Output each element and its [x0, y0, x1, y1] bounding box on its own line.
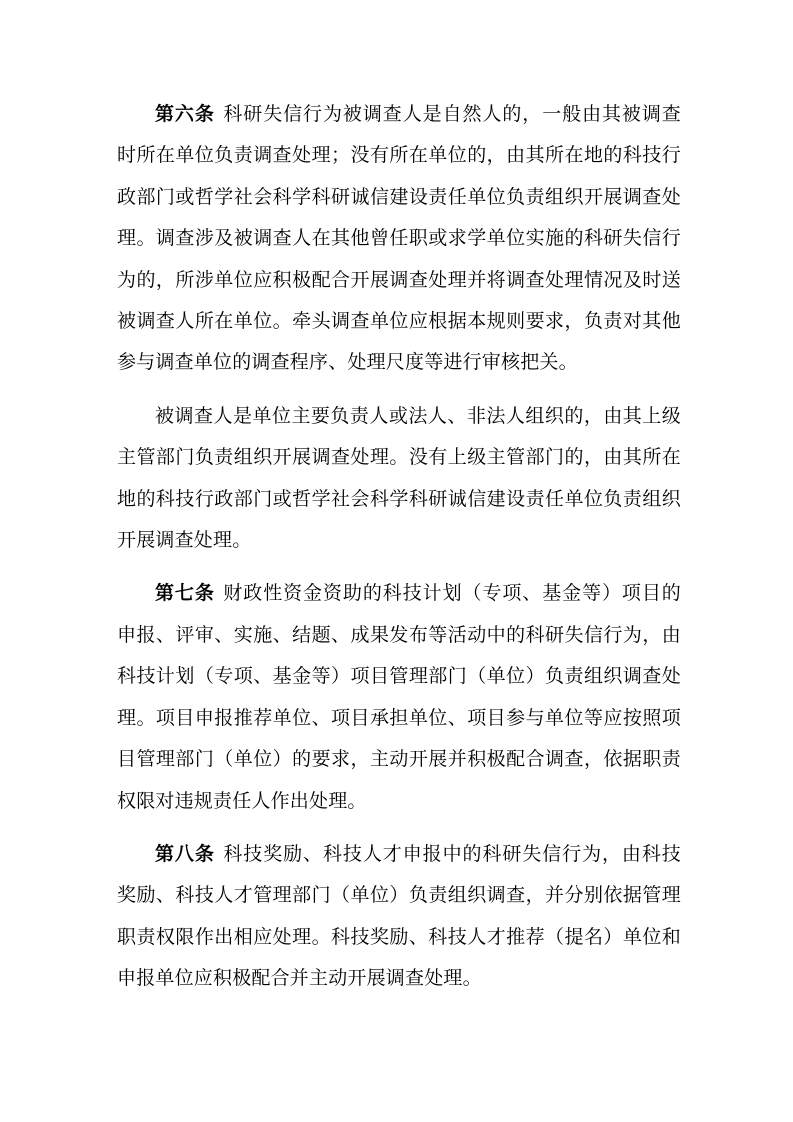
- paragraph-article-8: [117, 834, 681, 1000]
- article-6-number: 第六条: [155, 104, 215, 125]
- article-6-text: 科研失信行为被调查人是自然人的，一般由其被调查时所在单位负责调查处理；没有所在单位的，由其所在地的科技行政部门或哲学社会科学科研诚信建设责任单位负责组织开展调查处理。调查涉及被调查人在其他曾任职或求学单位实施的科研失信行为的，所涉单位应积极配合开展调查处理并将调查处理情况及时送被调查人所在单位。牵头调查单位应根据本规则要求，负责对其他参与调查单位的调查程序、处理尺度等进行审核把关。: [117, 104, 681, 374]
- article-8-number: 第八条: [155, 843, 215, 865]
- article-7-text: 财政性资金资助的科技计划（专项、基金等）项目的申报、评审、实施、结题、成果发布等活动中的科研失信行为，由科技计划（专项、基金等）项目管理部门（单位）负责组织调查处理。项目申报推荐单位、项目承担单位、项目参与单位等应按照项目管理部门（单位）的要求，主动开展并积极配合调查，依据职责权限对违规责任人作出处理。: [117, 583, 681, 812]
- paragraph-article-6-continued: [117, 396, 681, 562]
- document-body: [117, 0, 681, 1012]
- article-8-text: 科技奖励、科技人才申报中的科研失信行为，由科技奖励、科技人才管理部门（单位）负责组织调查，并分别依据管理职责权限作出相应处理。科技奖励、科技人才推荐（提名）单位和申报单位应积极配合并主动开展调查处理。: [117, 843, 681, 990]
- paragraph-article-6: [117, 94, 681, 384]
- article-7-number: 第七条: [155, 583, 215, 605]
- paragraph-article-7: [117, 573, 681, 821]
- paragraph-2-text: 被调查人是单位主要负责人或法人、非法人组织的，由其上级主管部门负责组织开展调查处理。没有上级主管部门的，由其所在地的科技行政部门或哲学社会科学科研诚信建设责任单位负责组织开展调查处理。: [117, 405, 681, 552]
